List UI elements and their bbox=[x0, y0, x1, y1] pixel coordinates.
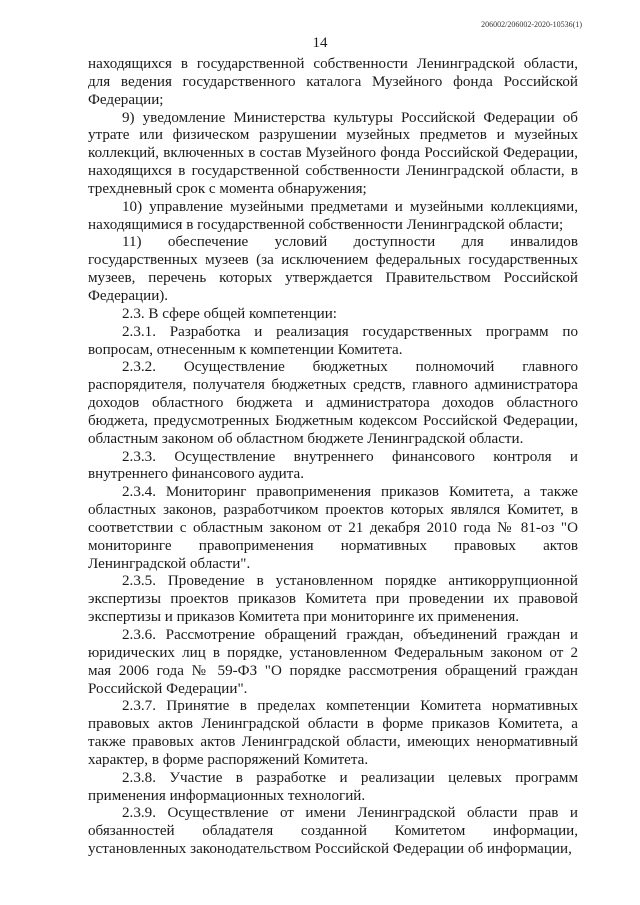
section-heading-2-3: 2.3. В сфере общей компетенции: bbox=[122, 305, 337, 322]
paragraph-continuation: находящихся в государственной собственности Ленинградской области, для ведения государственного каталога Музейного фонда Российской Федерации; bbox=[88, 56, 578, 108]
document-body bbox=[88, 56, 578, 859]
document-id: 206002/206002-2020-10536(1) bbox=[481, 20, 582, 29]
paragraph-2-3-8: 2.3.8. Участие в разработке и реализации целевых программ применения информационных технологий. bbox=[88, 769, 578, 804]
paragraph-item-10: 10) управление музейными предметами и музейными коллекциями, находящимися в государственной собственности Ленинградской области; bbox=[88, 198, 578, 233]
page-number: 14 bbox=[312, 35, 328, 51]
paragraph-2-3-4: 2.3.4. Мониторинг правоприменения приказов Комитета, а также областных законов, разработчиком проектов которых являлся Комитет, в соответствии с областным законом от 21 декабря 2010 года № 81-оз "О мониторинге правоприменения нормативных правовых актов Ленинградской области". bbox=[88, 484, 578, 572]
paragraph-2-3-7: 2.3.7. Принятие в пределах компетенции Комитета нормативных правовых актов Ленинградской области в форме приказов Комитета, а также правовых актов Ленинградской области, имеющих ненормативный характер, в форме распоряжений Комитета. bbox=[88, 698, 578, 768]
paragraph-2-3-9: 2.3.9. Осуществление от имени Ленинградской области прав и обязанностей обладателя созданной Комитетом информации, установленных законодательством Российской Федерации об информации, bbox=[88, 805, 578, 858]
paragraph-2-3-5: 2.3.5. Проведение в установленном порядке антикоррупционной экспертизы проектов приказов Комитета при проведении их правовой экспертизы и приказов Комитета при мониторинге их применения. bbox=[88, 573, 578, 626]
paragraph-item-9: 9) уведомление Министерства культуры Российской Федерации об утрате или физическом разрушении музейных предметов и музейных коллекций, включенных в состав Музейного фонда Российской Федерации, находящихся в государственной собственности Ленинградской области, в трехдневный срок с момента обнаружения; bbox=[88, 109, 578, 197]
paragraph-item-11: 11) обеспечение условий доступности для инвалидов государственных музеев (за исключением федеральных государственных музеев, перечень которых утверждается Правительством Российской Федерации). bbox=[88, 234, 578, 304]
paragraph-2-3-2: 2.3.2. Осуществление бюджетных полномочий главного распорядителя, получателя бюджетных средств, главного администратора доходов областного бюджета и администратора доходов областного бюджета, предусмотренных Бюджетным кодексом Российской Федерации, областным законом об областном бюджете Ленинградской области. bbox=[88, 359, 578, 447]
paragraph-2-3-1: 2.3.1. Разработка и реализация государственных программ по вопросам, отнесенным к компетенции Комитета. bbox=[88, 323, 578, 358]
paragraph-2-3-3: 2.3.3. Осуществление внутреннего финансового контроля и внутреннего финансового аудита. bbox=[88, 448, 578, 483]
paragraph-2-3-6: 2.3.6. Рассмотрение обращений граждан, объединений граждан и юридических лиц в порядке, установленном Федеральным законом от 2 мая 2006 года № 59-ФЗ "О порядке рассмотрения обращений граждан Российской Федерации". bbox=[88, 627, 578, 697]
